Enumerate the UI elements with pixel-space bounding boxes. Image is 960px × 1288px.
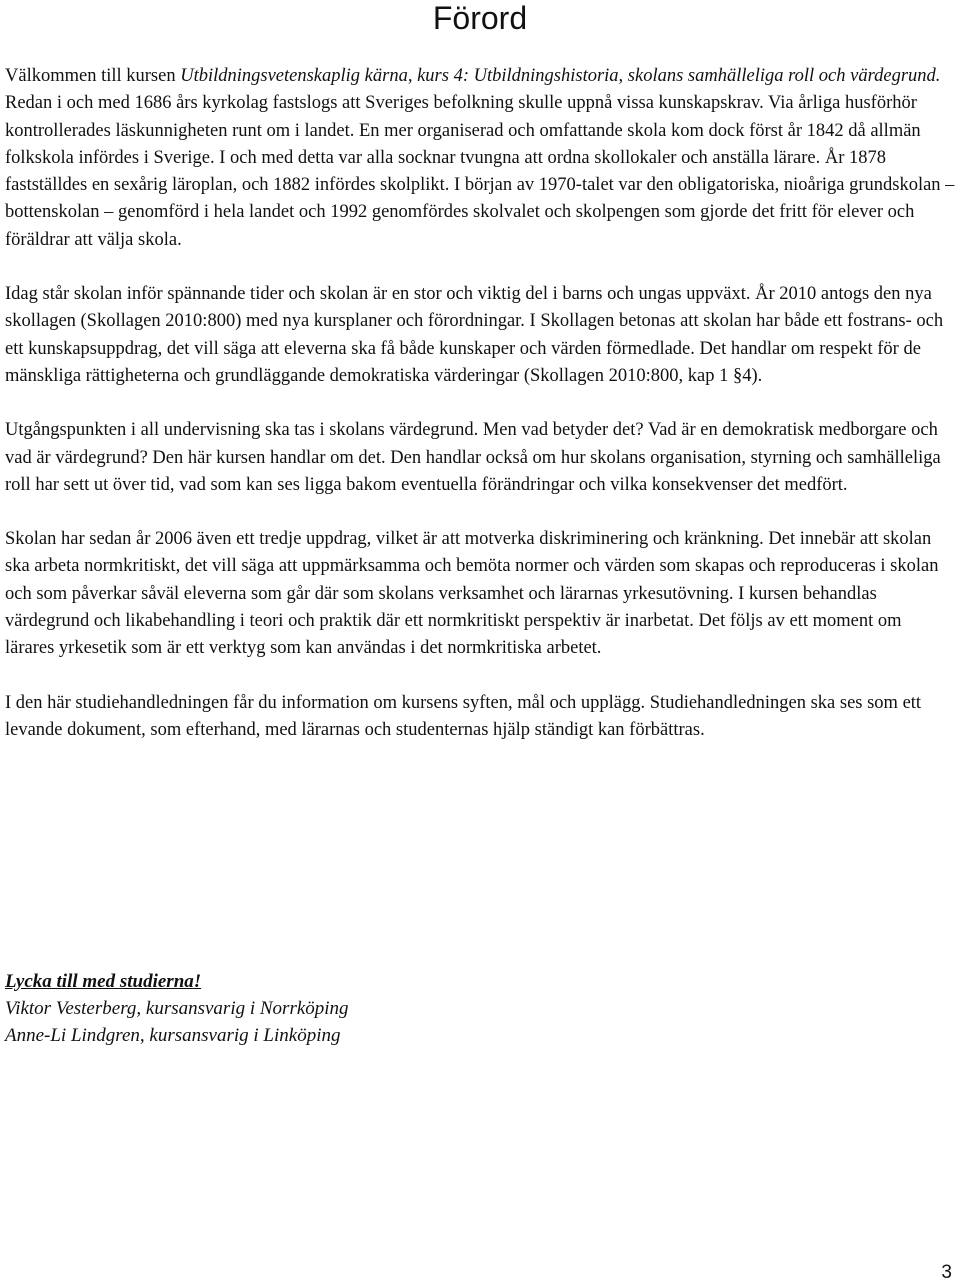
paragraph-welcome-history: Redan i och med 1686 års kyrkolag fastslogs att Sveriges befolkning skulle uppnå vissa kunskapskrav. Via årliga husförhör kontrollerades läskunnigheten runt om i landet. En mer organiserad och omfattande skola kom dock först år 1842 då allmän folkskola infördes i Sverige. I och med detta var alla socknar tvungna att ordna skollokaler och anställa lärare. År 1878 fastställdes en sexårig läroplan, och 1882 infördes skolplikt. I början av 1970-talet var den obligatoriska, nioåriga grundskolan – bottenskolan – genomförd i hela landet och 1992 genomfördes skolvalet och skolpengen som gjorde det fritt för elever och föräldrar att välja skola.	[5, 93, 955, 250]
page-number: 3	[941, 1262, 952, 1283]
signature-course-coordinator-linkoping: Anne-Li Lindgren, kursansvarig i Linköping	[5, 1025, 341, 1046]
signoff	[5, 968, 705, 1049]
paragraph-skollagen: Idag står skolan inför spännande tider och skolan är en stor och viktig del i barns och ungas uppväxt. År 2010 antogs den nya skollagen (Skollagen 2010:800) med nya kursplaner och förordningar. I Skollagen betonas att skolan har både ett fostrans- och ett kunskapsuppdrag, det vill säga att eleverna ska få både kunskaper och värden förmedlade. Det handlar om respekt för de mänskliga rättigheterna och grundläggande demokratiska värderingar (Skollagen 2010:800, kap 1 §4).	[5, 284, 944, 386]
paragraph-vardegrund: Utgångspunkten i all undervisning ska tas i skolans värdegrund. Men vad betyder det? Vad är en demokratisk medborgare och vad är värdegrund? Den här kursen handlar om det. Den handlar också om hur skolans organisation, styrning och samhälleliga roll har sett ut över tid, vad som kan ses ligga bakom eventuella förändringar och vilka konsekvenser det medfört.	[5, 420, 941, 495]
course-name: Utbildningsvetenskaplig kärna, kurs 4: Utbildningshistoria, skolans samhälleliga roll och värdegrund.	[180, 66, 941, 86]
closing-greeting: Lycka till med studierna!	[5, 971, 202, 992]
paragraph-welcome-intro: Välkommen till kursen	[5, 66, 181, 86]
paragraph-welcome	[5, 63, 955, 254]
page-title: Förord	[432, 0, 528, 36]
paragraph-normkritik: Skolan har sedan år 2006 även ett tredje uppdrag, vilket är att motverka diskriminering och kränkning. Det innebär att skolan ska arbeta normkritiskt, det vill säga att uppmärksamma och bemöta normer och värden som skapas och reproduceras i skolan och som påverkar såväl eleverna som går där som skolans verksamhet och lärarnas yrkesutövning. I kursen behandlas värdegrund och likabehandling i teori och praktik där ett normkritiskt perspektiv är inarbetat. Det följs av ett moment om lärares yrkesetik som är ett verktyg som kan användas i det normkritiska arbetet.	[5, 529, 939, 659]
paragraph-studiehandledning: I den här studiehandledningen får du information om kursens syften, mål och upplägg. Studiehandledningen ska ses som ett levande dokument, som efterhand, med lärarnas och studenternas hjälp ständigt kan förbättras.	[5, 692, 922, 740]
signature-course-coordinator-norrkoping: Viktor Vesterberg, kursansvarig i Norrköping	[5, 998, 349, 1019]
body-text	[5, 63, 955, 771]
